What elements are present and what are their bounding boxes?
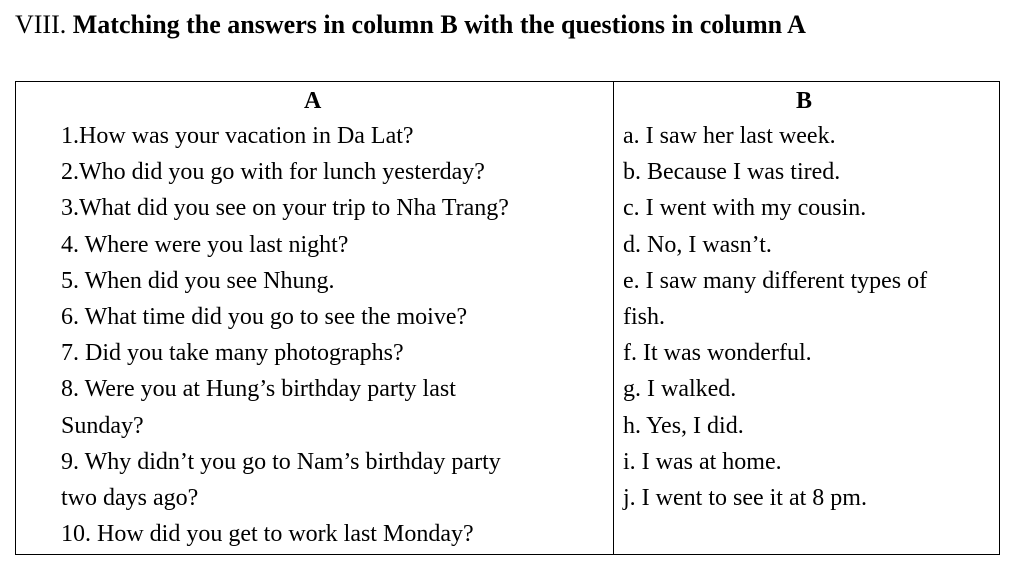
question-line: 5. When did you see Nhung. xyxy=(61,267,335,294)
question-line: 10. How did you get to work last Monday? xyxy=(61,521,474,548)
exercise-heading xyxy=(15,8,806,42)
answer-line: fish. xyxy=(623,304,665,331)
answer-line: c. I went with my cousin. xyxy=(623,195,867,222)
question-line: 8. Were you at Hung’s birthday party last xyxy=(61,376,456,403)
column-b-header: B xyxy=(796,88,813,114)
answer-line: d. No, I wasn’t. xyxy=(623,231,772,258)
question-line: 3.What did you see on your trip to Nha Trang? xyxy=(61,195,509,222)
answer-line: f. It was wonderful. xyxy=(623,340,812,367)
question-line: 1.How was your vacation in Da Lat? xyxy=(61,123,414,149)
answer-line: a. I saw her last week. xyxy=(623,123,836,149)
answer-line: i. I was at home. xyxy=(623,448,782,475)
matching-table xyxy=(15,81,1000,555)
column-a-header: A xyxy=(304,88,322,114)
answer-line: e. I saw many different types of xyxy=(623,267,928,294)
question-line: 4. Where were you last night? xyxy=(61,231,349,258)
question-line: Sunday? xyxy=(61,412,144,439)
questions-column xyxy=(61,118,601,552)
question-line: 9. Why didn’t you go to Nam’s birthday party xyxy=(61,448,501,475)
answer-line: j. I went to see it at 8 pm. xyxy=(623,485,867,512)
exercise-title: Matching the answers in column B with the questions in column A xyxy=(72,10,806,39)
answer-line: g. I walked. xyxy=(623,376,737,403)
answer-line: b. Because I was tired. xyxy=(623,159,841,186)
answers-column xyxy=(623,118,993,516)
exercise-number: VIII. xyxy=(15,10,67,39)
answer-line: h. Yes, I did. xyxy=(623,412,744,439)
question-line: 2.Who did you go with for lunch yesterday? xyxy=(61,159,485,186)
question-line: two days ago? xyxy=(61,485,199,512)
question-line: 7. Did you take many photographs? xyxy=(61,340,404,367)
question-line: 6. What time did you go to see the moive? xyxy=(61,304,468,331)
column-divider xyxy=(613,82,614,554)
